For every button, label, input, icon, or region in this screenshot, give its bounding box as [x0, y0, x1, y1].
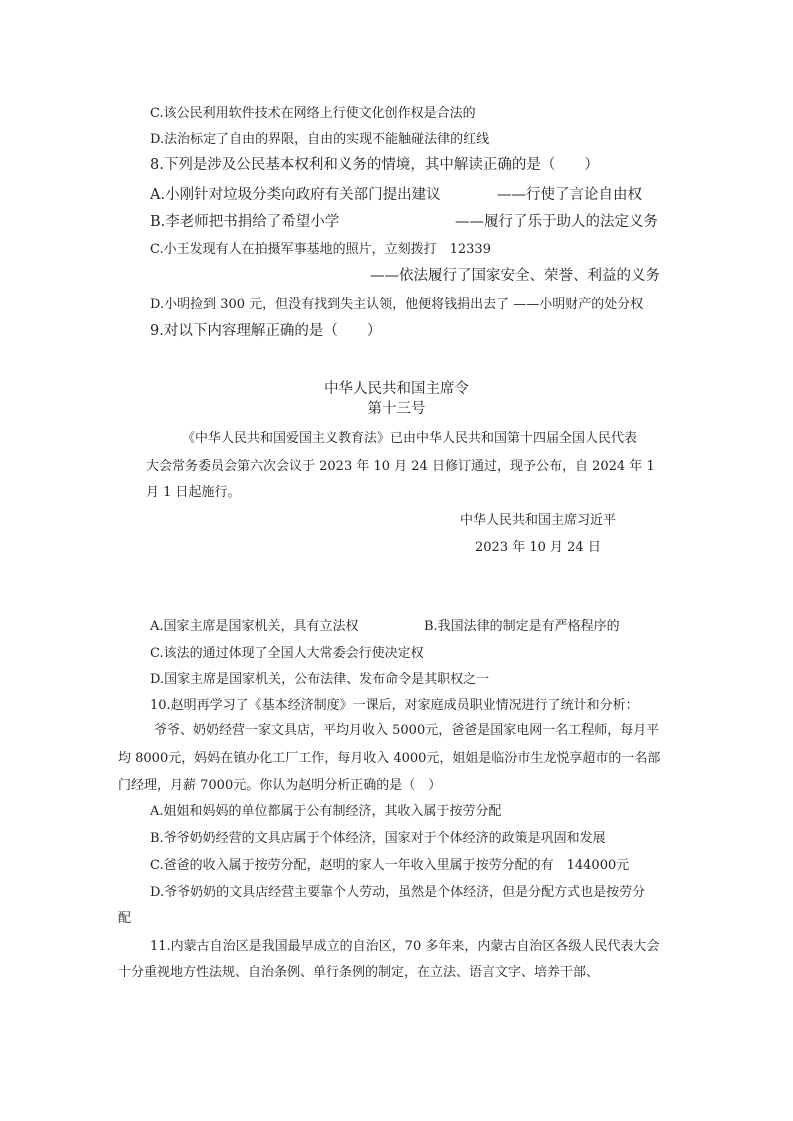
q9-option-d: D.国家主席是国家机关，公布法律、发布命令是其职权之一 — [150, 672, 490, 687]
q11-stem-line2: 十分重视地方性法规、自治条例、单行条例的制定，在立法、语言文字、培养干部、 — [118, 965, 600, 980]
q9-option-c: C.该法的通过体现了全国人大常委会行使决定权 — [150, 646, 424, 661]
q8-option-a-note: ——行使了言论自由权 — [497, 187, 642, 203]
q10-option-c: C.爸爸的收入属于按劳分配，赵明的家人一年收入里属于按劳分配的有 144000元 — [150, 858, 630, 873]
q8-option-c: C.小王发现有人在拍摄军事基地的照片，立刻拨打 12339 — [150, 242, 491, 257]
decree-body-line2: 大会常务委员会第六次会议于 2023 年 10 月 24 日修订通过，现予公布，自 2024 年 1 — [146, 459, 655, 474]
q10-stem: 10.赵明再学习了《基本经济制度》一课后，对家庭成员职业情况进行了统计和分析： — [150, 698, 639, 713]
q10-option-a: A.姐姐和妈妈的单位都属于公有制经济，其收入属于按劳分配 — [150, 804, 502, 819]
q10-option-d-line2: 配 — [118, 911, 132, 926]
q8-option-c-note: ——依法履行了国家安全、荣誉、利益的义务 — [370, 268, 660, 284]
q10-paragraph-line3: 门经理，月薪 7000元。你认为赵明分析正确的是（ ） — [118, 778, 442, 793]
q7-option-c: C.该公民利用软件技术在网络上行使文化创作权是合法的 — [150, 106, 476, 121]
q9-option-a: A.国家主席是国家机关，具有立法权 — [150, 619, 359, 634]
q8-option-b-note: ——履行了乐于助人的法定义务 — [455, 214, 658, 230]
q10-paragraph-line2: 均 8000元，妈妈在镇办化工厂工作，每月收入 4000元，姐姐是临汾市生龙悦享超市的一名部 — [118, 751, 661, 766]
q10-paragraph-line1: 爷爷、奶奶经营一家文具店，平均月收入 5000元，爸爸是国家电网一名工程师，每月平 — [154, 723, 660, 738]
q11-stem-line1: 11.内蒙古自治区是我国最早成立的自治区，70 多年来，内蒙古自治区各级人民代表大会 — [150, 939, 660, 954]
q8-option-a: A.小刚针对垃圾分类向政府有关部门提出建议 — [150, 187, 441, 203]
q8-stem: 8.下列是涉及公民基本权利和义务的情境，其中解读正确的是（ ） — [150, 157, 599, 173]
q10-option-b: B.爷爷奶奶经营的文具店属于个体经济，国家对于个体经济的政策是巩固和发展 — [150, 831, 606, 846]
q9-option-b: B.我国法律的制定是有严格程序的 — [424, 619, 620, 634]
decree-body-line3: 月 1 日起施行。 — [146, 485, 241, 500]
decree-number: 第十三号 — [367, 401, 426, 417]
q8-option-b: B.李老师把书捐给了希望小学 — [150, 214, 340, 230]
q9-stem: 9.对以下内容理解正确的是（ ） — [150, 323, 382, 339]
q8-option-d: D.小明捡到 300 元，但没有找到失主认领，他便将钱捐出去了 ——小明财产的处分权 — [150, 297, 644, 312]
decree-title: 中华人民共和国主席令 — [324, 381, 469, 397]
q10-option-d-line1: D.爷爷奶奶的文具店经营主要靠个人劳动，虽然是个体经济，但是分配方式也是按劳分 — [150, 885, 646, 900]
decree-signer: 中华人民共和国主席习近平 — [460, 513, 617, 528]
decree-date: 2023 年 10 月 24 日 — [475, 540, 601, 555]
decree-body-line1: 《中华人民共和国爱国主义教育法》已由中华人民共和国第十四届全国人民代表 — [182, 431, 638, 446]
q7-option-d: D.法治标定了自由的界限，自由的实现不能触碰法律的红线 — [150, 132, 490, 147]
